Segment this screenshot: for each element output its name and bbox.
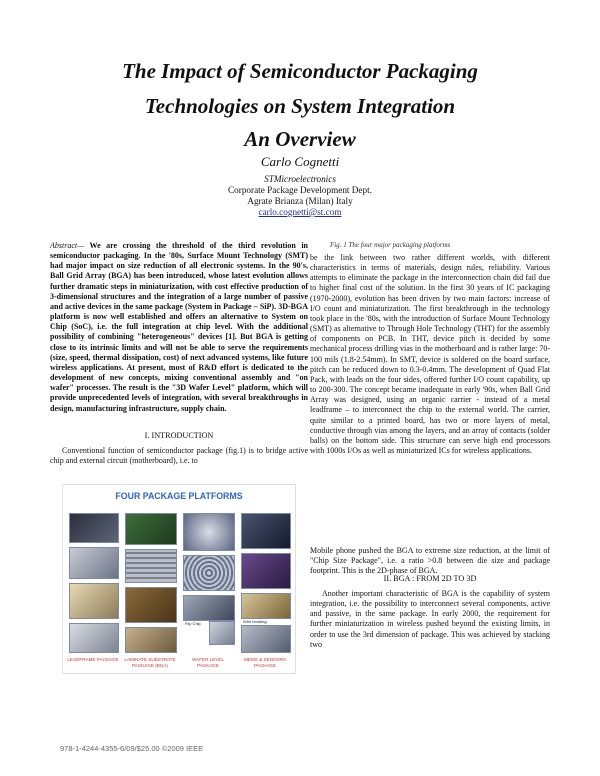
wafer-bump-image bbox=[183, 555, 235, 591]
mems-die-image bbox=[241, 625, 291, 653]
wafer-small-image bbox=[209, 621, 235, 645]
affiliation-city: Agrate Brianza (Milan) Italy bbox=[247, 196, 353, 206]
right-paragraph-1: be the link between two rather different worlds, with different characteristics in terms of materials, design rules, reliability. Various attempts to eliminate the package in the interconnection chain did fail due to higher final cost of the solution. In the first 30 years of IC packaging (1970-2000), evolution has been driven by two main factors: increase of I/O count and miniaturization. The first breakthrough in the technology took place in the '80s, with the introduction of Surface Mount Technology (SMT) as alternative to Through Hole Technology (THT) for the assembly of components on PCB. In THT, device pitch is decided by some mechanical process drilling vias in the motherboard and is rather large: 70-100 mils (1.8-2.54mm). In SMT, device is soldered on the board surface, pitch can be reduced down to 0.3-0.4mm. The development of Quad Flat Pack, with leads on the four sides, offered further I/O count capability, up to 200-300. The concept became inadequate in early '90s, when Ball Grid Array was designed, using an organic carrier - instead of a metal leadframe – to interconnect the chip to the external world. The carrier, quite similar to a printed board, has two or more layers of metal, conductive through vias among the layers, and an array of contacts (solder balls) on the bottom side. This structure can serve high end processors with 1000s I/Os as well as miniaturized ICs for wireless applications. bbox=[310, 253, 550, 455]
section-1-heading: I. INTRODUCTION bbox=[144, 431, 214, 440]
label-laminate-bga: LAMINATE SUBSTRATE PACKAGE (BGA) bbox=[124, 657, 176, 668]
section-2-heading: II. BGA : FROM 2D TO 3D bbox=[383, 574, 477, 583]
footer-copyright: 978-1-4244-4355-6/09/$25.00 ©2009 IEEE bbox=[60, 744, 204, 753]
right-paragraph-2: Mobile phone pushed the BGA to extreme size reduction, at the limit of "Chip Size Package", i.e. a ratio >0.8 between die size and package footprint. This is the 2D-phase of BGA. bbox=[310, 546, 550, 576]
leadframe-frame-image bbox=[69, 583, 119, 619]
abstract-text: We are crossing the threshold of the third revolution in semiconductor packaging. In the '80s, Surface Mount Technology (SMT) had major impact on size reduction of all electronic systems. In the 90's, Ball Grid Array (BGA) has been introduced, whose latest evolution allows further dramatic steps in miniaturization, with cost effective production of 3-dimensional structures and the integration of a large number of passive and active devices in the same package (System in Package – SiP). 3D-BGA platform is now well established and offers an alternative to System on Chip (SoC), i.e. the full integration at chip level. With the additional possibility of combining "heterogeneous" devices [1]. But BGA is getting close to its intrinsic limits and will not be able to serve the requirements (size, speed, thermal dissipation, cost) of next advanced systems, like future wireless applications. At present, most of R&D effort is dedicated to the development of new concepts, mixing conventional assembly and "on wafer" processes. The result is the "3D Wafer Level" platform, which will provide unprecedented levels of integration, with several breakthroughs in design, manufacturing infrastructure, supply chain. bbox=[50, 241, 308, 413]
figure-caption: Fig. 1 The four major packaging platforms bbox=[330, 241, 451, 249]
section-1-text: Conventional function of semiconductor package (fig.1) is to bridge active chip and external circuit (motherboard), i.e. to bbox=[50, 446, 308, 466]
right-paragraph-3: Another important characteristic of BGA is the capability of system integration, i.e. the possibility to interconnect several components, active and passive, in the same package. In early 2000, the requirement for further miniaturization in wireless pushed beyond the existing limits, in order to use the 3rd dimension of package. This was achieved by stacking two bbox=[310, 589, 550, 649]
label-mems-sensors: MEMS & SENSORS PACKAGE bbox=[244, 657, 286, 668]
mems-sensor-image bbox=[241, 553, 291, 589]
bga-ball-array-image bbox=[125, 549, 177, 583]
paper-title-line-2: Technologies on System Integration bbox=[144, 94, 456, 118]
paper-title-line-3: An Overview bbox=[244, 127, 356, 151]
label-leadframe: LEADFRAME PACKAGE bbox=[67, 657, 119, 662]
affiliation-company: STMicroelectronics bbox=[264, 174, 336, 184]
leadframe-qfp-image bbox=[69, 547, 119, 579]
bga-substrate-image bbox=[125, 513, 177, 545]
author-email-link[interactable]: carlo.cognetti@st.com bbox=[258, 207, 342, 217]
flip-chip-label: Flip Chip bbox=[185, 621, 201, 626]
affiliation-dept: Corporate Package Development Dept. bbox=[228, 185, 372, 195]
author-email-wrap bbox=[0, 207, 600, 218]
leadframe-chip-image bbox=[69, 513, 119, 543]
figure-title: FOUR PACKAGE PLATFORMS bbox=[115, 491, 243, 501]
bga-stack-image bbox=[125, 587, 177, 623]
mems-board-image bbox=[241, 593, 291, 619]
label-wafer-level: WAFER LEVEL PACKAGE bbox=[192, 657, 224, 668]
wafer-image bbox=[183, 513, 235, 551]
bga-side-image bbox=[125, 627, 177, 653]
wafer-flipchip-image bbox=[183, 595, 235, 621]
abstract-label: Abstract— bbox=[50, 241, 85, 250]
figure-four-package-platforms bbox=[62, 484, 296, 674]
paper-title-line-1: The Impact of Semiconductor Packaging bbox=[122, 59, 478, 83]
wire-bonding-label: Wire bonding bbox=[243, 619, 267, 624]
mems-chip-image bbox=[241, 513, 291, 549]
abstract bbox=[50, 241, 308, 414]
author-name: Carlo Cognetti bbox=[260, 154, 340, 169]
leadframe-cross-section-image bbox=[69, 623, 119, 653]
